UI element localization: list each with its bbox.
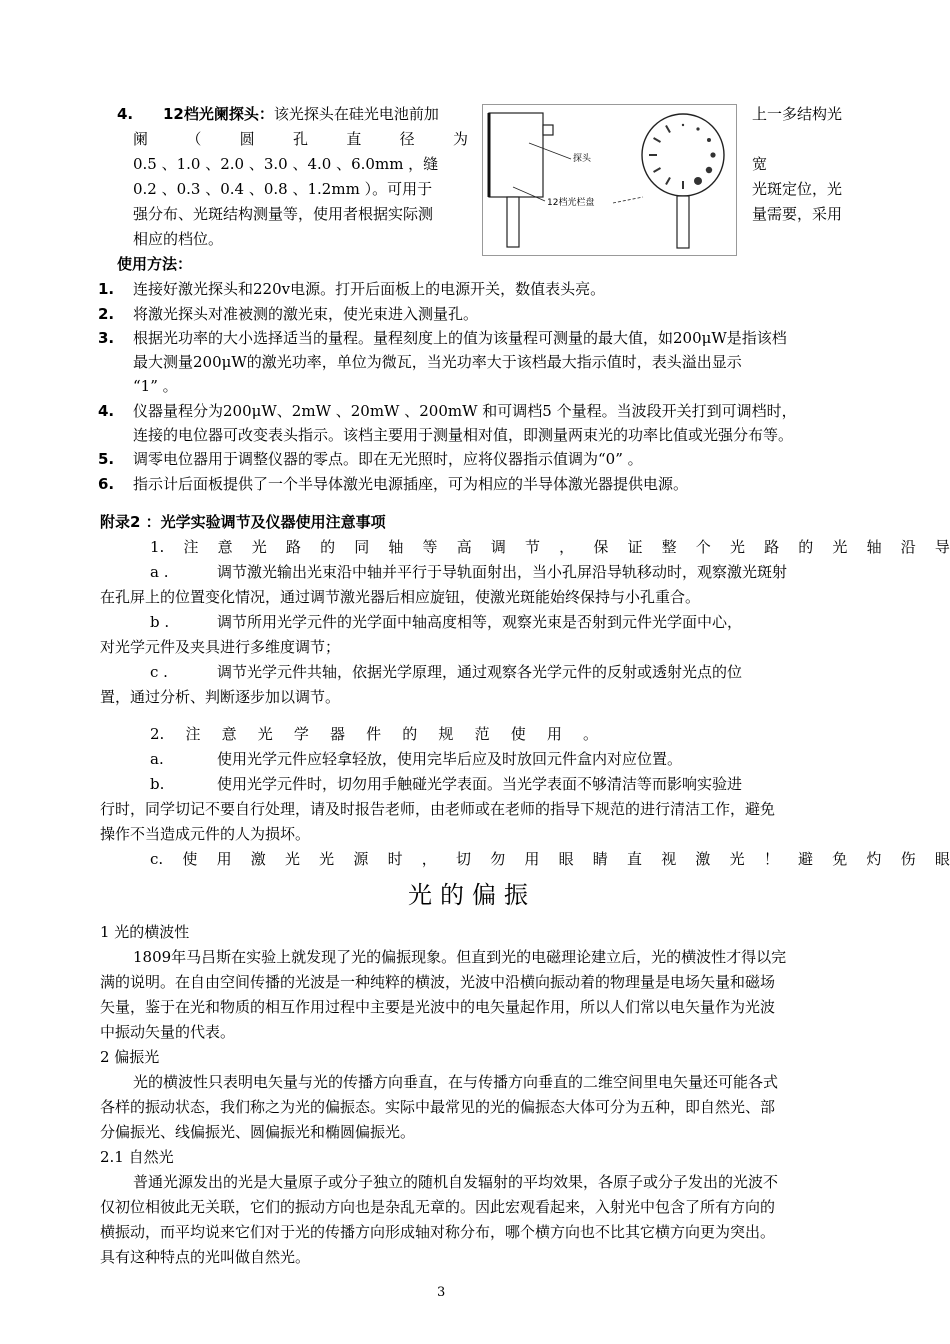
appendix-point-1-char: 个 [695,538,711,556]
usage-item-number: 1. [98,280,115,298]
dial-hole [706,167,712,173]
appendix-point-1-char: 意 [217,538,233,556]
item-4-right-3: 宽 [752,155,768,173]
item-4-line-2-char: 径 [399,130,415,148]
item-4-line-5: 强分布、光斑结构测量等，使用者根据实际测 [133,205,434,223]
item-4-line-2-char: 为 [452,130,468,148]
appendix-point-1-char: 光 [251,538,267,556]
paragraph-line: 矢量，鉴于在光和物质的相互作用过程中主要是光波中的电矢量起作用，所以人们常以电矢量作为光波 [100,998,776,1016]
appendix-c2-char: 免 [832,850,848,868]
appendix-point-1-char: 路 [764,538,780,556]
appendix-point-2 [150,724,598,744]
appendix-point-2-char: 件 [366,725,382,743]
appendix-c2-char: 源 [353,850,369,868]
item-4-line-4: 0.2 、0.3 、0.4 、0.8 、1.2mm ）。可用于 [133,180,433,198]
dial-slit [649,154,657,156]
usage-item-number: 2. [98,304,115,323]
appendix-point-1-char: 路 [285,538,301,556]
probe-diagram-svg [483,105,736,255]
item-4-line-2-char: 孔 [292,130,308,148]
appendix-point-2-char: 的 [402,725,418,743]
appendix-heading: 附录2 ：光学实验调节及仪器使用注意事项 [100,513,386,531]
paragraph-line: 仅初位相彼此无关联，它们的振动方向也是杂乱无章的。因此宏观看起来，入射光中包含了所有方向的 [100,1198,776,1216]
appendix-c2-char: 眼 [934,850,950,868]
appendix-point-2-char: 。 [582,725,598,743]
appendix-b2-cont-1: 行时，同学切记不要自行处理，请及时报告老师，由老师或在老师的指导下规范的进行清洁工作，避免 [100,800,776,818]
paragraph-line: 中振动矢量的代表。 [100,1023,236,1041]
paragraph-line: 光的横波性只表明电矢量与光的传播方向垂直，在与传播方向垂直的二维空间里电矢量还可能各式 [133,1073,779,1091]
usage-item-number: 5. [98,450,115,469]
dial-handle [677,196,689,248]
item-4-line-2 [133,129,468,149]
usage-item-number: 3. [98,329,115,348]
paragraph-line: 横振动，而平均说来它们对于光的传播方向形成轴对称分布，哪个横方向也不比其它横方向更为突出。 [100,1223,776,1241]
appendix-a2-label: a. [150,750,164,768]
probe-figure [482,104,737,256]
usage-item-number: 4. [98,401,115,420]
section-title: 光的偏振 [408,881,536,909]
s2-heading: 2 偏振光 [100,1048,160,1066]
appendix-point-1-char: 调 [490,538,506,556]
usage-item-line: 指示计后面板提供了一个半导体激光电源插座，可为相应的半导体激光器提供电源。 [133,475,689,493]
usage-item-line: 仪器量程分为200μW、2mW 、20mW 、200mW 和可调档5 个量程。当波段开关打到可调档时， [133,401,797,420]
dial-hole [710,152,715,157]
appendix-point-2-char: 使 [510,725,526,743]
appendix-c2-char: 使 [182,850,198,868]
appendix-point-1-char: 保 [593,538,609,556]
appendix-c2-char: 切 [455,850,471,868]
item-4-line-1 [163,104,439,124]
item-4-line-2-char: （ [186,130,202,148]
appendix-c2-char: 时 [387,850,403,868]
appendix-point-2-char: 意 [221,725,237,743]
appendix-point-1-char: 的 [320,538,336,556]
usage-item-line: 将激光探头对准被测的激光束，使光束进入测量孔。 [133,304,479,323]
appendix-c2-char: 光 [319,850,335,868]
item-4-right-5: 量需要，采用 [752,205,843,223]
usage-item-line: 根据光功率的大小选择适当的量程。量程刻度上的值为该量程可测量的最大值，如200μW是指该档 [133,329,787,348]
usage-item-line: 连接好激光探头和220v电源。打开后面板上的电源开关，数值表头亮。 [133,280,606,298]
item-4-line-2-char: 直 [346,130,362,148]
appendix-c2-char: 激 [695,850,711,868]
usage-heading: 使用方法： [117,255,193,273]
appendix-point-1-char: 整 [661,538,677,556]
paragraph-line: 满的说明。在自由空间传播的光波是一种纯粹的横波，光波中沿横向振动着的物理量是电场矢量和磁场 [100,973,776,991]
probe-label: 探头 [573,154,592,164]
appendix-b2-cont-2: 操作不当造成元件的人为损坏。 [100,825,311,843]
appendix-point-2-char: 器 [330,725,346,743]
paragraph-line: 普通光源发出的光是大量原子或分子独立的随机自发辐射的平均效果，各原子或分子发出的光波不 [133,1173,779,1191]
appendix-c2-char: 避 [798,850,814,868]
appendix-point-2-char: 2. [150,725,165,743]
appendix-c2-char: ！ [763,850,779,868]
appendix-c2-char: 勿 [490,850,506,868]
appendix-b2-label: b. [150,775,165,793]
appendix-c2-char: 眼 [558,850,574,868]
appendix-point-1-char: 同 [354,538,370,556]
probe-connector [543,125,553,135]
page-number: 3 [437,1285,446,1300]
appendix-a1-label: a . [150,563,169,581]
paragraph-line: 1809年马吕斯在实验上就发现了光的偏振现象。但直到光的电磁理论建立后，光的横波性才得以完 [133,948,787,966]
appendix-point-1-char: 高 [456,538,472,556]
appendix-b1-text: 调节所用光学元件的光学面中轴高度相等，观察光束是否射到元件光学面中心， [217,613,743,631]
appendix-c2-char: 光 [284,850,300,868]
appendix-point-1-char: 1. [150,538,165,556]
item-4-number: 4. [117,105,134,123]
appendix-point-1-char: 证 [627,538,643,556]
appendix-point-1-char: 轴 [388,538,404,556]
item-4-text: 该光探头在硅光电池前加 [273,105,439,123]
appendix-c2-char: ， [421,850,437,868]
s21-heading: 2.1 自然光 [100,1148,174,1166]
s1-heading: 1 光的横波性 [100,923,190,941]
usage-item-line: 最大测量200μW的激光功率，单位为微瓦，当光功率大于该档最大指示值时，表头溢出显示 [133,353,742,372]
item-4-line-6: 相应的档位。 [133,230,224,248]
dial-label: 12档光栏盘 [547,198,595,208]
appendix-c2-char: 伤 [900,850,916,868]
appendix-point-1-char: 轴 [866,538,882,556]
appendix-a2-text: 使用光学元件应轻拿轻放，使用完毕后应及时放回元件盒内对应位置。 [217,750,683,768]
appendix-point-1-char: 光 [832,538,848,556]
usage-item-number: 6. [98,475,115,493]
paragraph-line: 具有这种特点的光叫做自然光。 [100,1248,311,1266]
appendix-c2-char: 睛 [592,850,608,868]
item-4-line-2-char: 圆 [239,130,255,148]
appendix-c1-label: c . [150,663,168,681]
usage-item-line: “1” 。 [133,377,178,396]
appendix-point-1-char: 节 [525,538,541,556]
dial-hole [682,124,684,126]
appendix-point-2-char: 规 [438,725,454,743]
appendix-c1-cont: 置，通过分析、判断逐步加以调节。 [100,688,341,706]
usage-item-line: 调零电位器用于调整仪器的零点。即在无光照时，应将仪器指示值调为“0” 。 [133,450,643,469]
dial-hole [707,138,711,142]
dial-slit [682,181,684,189]
appendix-c2-char: 视 [661,850,677,868]
appendix-b2-text: 使用光学元件时，切勿用手触碰光学表面。当光学表面不够清洁等而影响实验进 [217,775,743,793]
appendix-b1-cont: 对光学元件及夹具进行多维度调节； [100,638,341,656]
appendix-c2-char: 用 [524,850,540,868]
appendix-b1-label: b . [150,613,170,631]
item-4-right-1: 上一多结构光 [752,105,843,123]
item-4-heading: 12档光阑探头： [163,105,274,123]
appendix-point-2-char: 注 [185,725,201,743]
appendix-point-1-char: 等 [422,538,438,556]
appendix-c1-text: 调节光学元件共轴，依据光学原理，通过观察各光学元件的反射或透射光点的位 [217,663,743,681]
item-4-line-2-char: 阑 [133,130,149,148]
appendix-c2-char: 光 [729,850,745,868]
appendix-point-1-char: 光 [729,538,745,556]
appendix-point-2-char: 范 [474,725,490,743]
appendix-point-1-char: 的 [798,538,814,556]
appendix-c2-char: 灼 [866,850,882,868]
appendix-point-1-char: 沿 [900,538,916,556]
appendix-point-2-char: 用 [546,725,562,743]
appendix-point-2-char: 光 [257,725,273,743]
dial-hole [696,127,699,130]
appendix-point-1-char: 注 [183,538,199,556]
appendix-point-1-char: ， [559,538,575,556]
appendix-a1-text: 调节激光输出光束沿中轴并平行于导轨面射出，当小孔屏沿导轨移动时，观察激光斑射 [217,563,788,581]
appendix-c2-char: 直 [627,850,643,868]
appendix-c2-char: 激 [250,850,266,868]
paragraph-line: 各样的振动状态，我们称之为光的偏振态。实际中最常见的光的偏振态大体可分为五种，即自然光、部 [100,1098,776,1116]
appendix-point-1-char: 导 [934,538,950,556]
appendix-c2-char: 用 [216,850,232,868]
item-4-right-4: 光斑定位，光 [752,180,843,198]
usage-item-line: 连接的电位器可改变表头指示。该档主要用于测量相对值，即测量两束光的功率比值或光强分布等。 [133,425,794,444]
probe-body [489,113,543,197]
probe-handle [507,197,519,247]
item-4-line-3: 0.5 、1.0 、2.0 、3.0 、4.0 、6.0mm ，缝 [133,155,439,173]
paragraph-line: 分偏振光、线偏振光、圆偏振光和椭圆偏振光。 [100,1123,416,1141]
appendix-c2-char: c. [150,850,164,868]
appendix-c2-line [150,849,950,869]
appendix-point-1 [150,537,950,557]
appendix-a1-cont: 在孔屏上的位置变化情况，通过调节激光器后相应旋钮，使激光斑能始终保持与小孔重合。 [100,588,701,606]
appendix-point-2-char: 学 [293,725,309,743]
dial-hole [694,177,702,185]
